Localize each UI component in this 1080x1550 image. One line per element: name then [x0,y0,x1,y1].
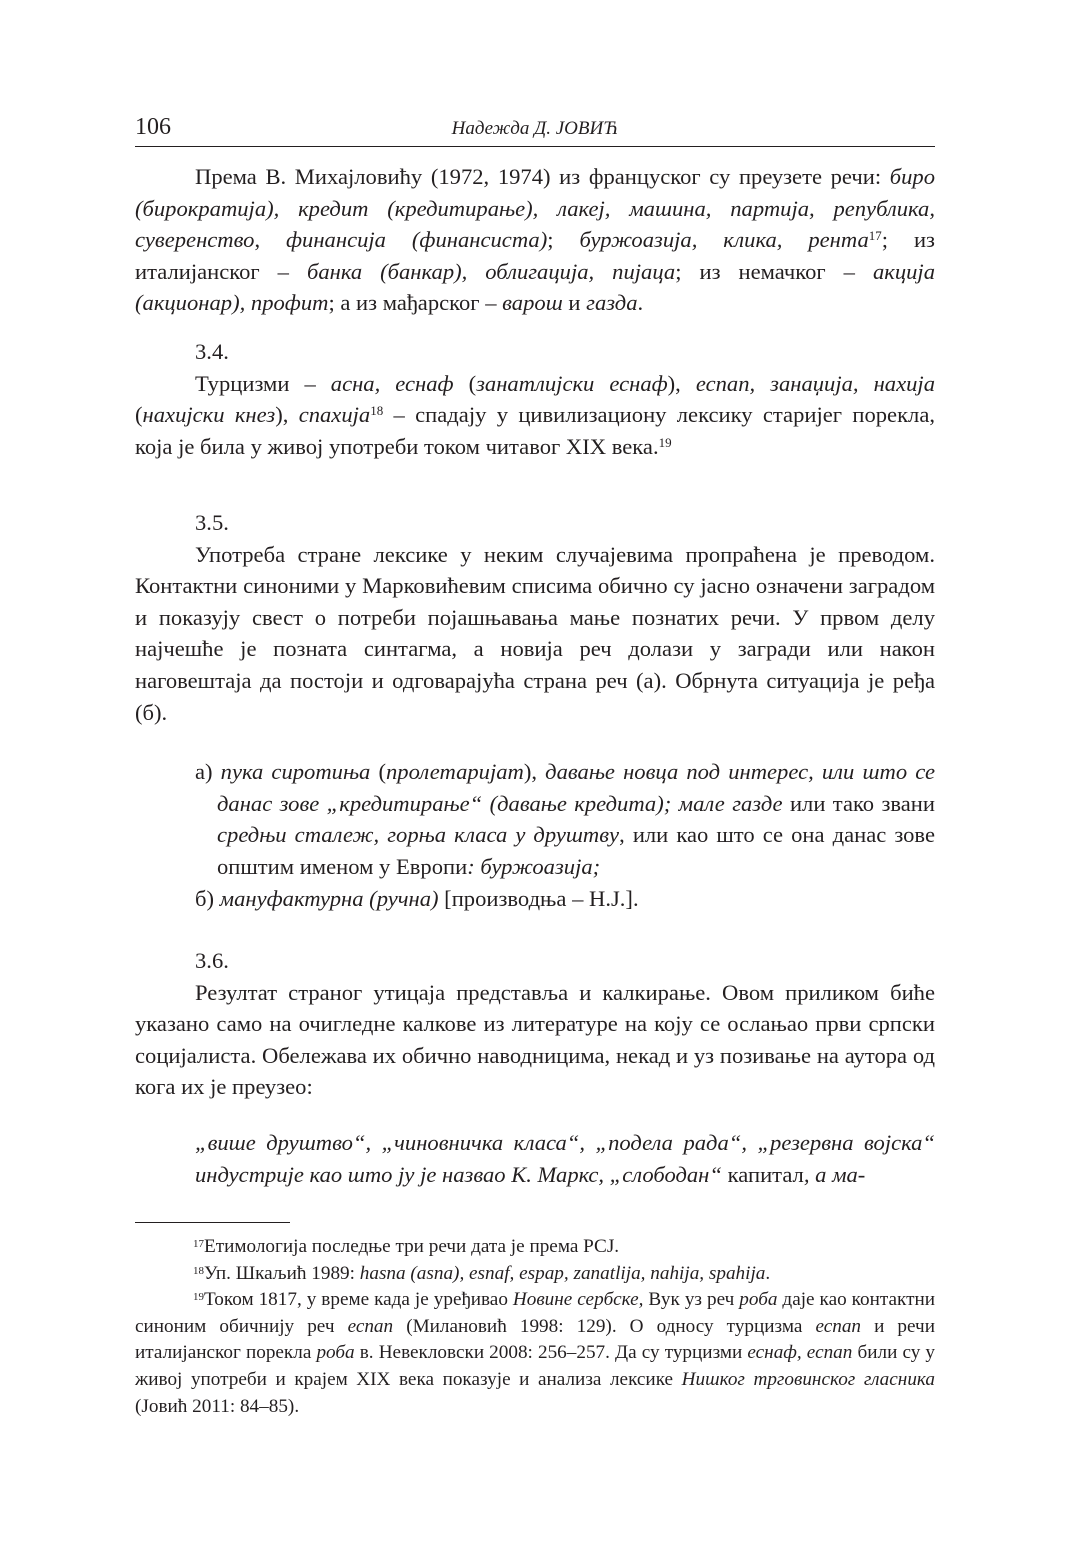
text-run: и речи италијанског порекла [135,1315,935,1364]
italic-term: нахијски кнез [142,402,276,428]
section-number: 3.5. [195,510,229,535]
text-run: б) [195,885,220,911]
text-run: ( [453,370,477,396]
footnote-17 [135,1234,935,1261]
text-run: даје као контактни синоним обичнију реч [135,1289,936,1337]
footnotes [135,1234,935,1420]
text-run: (Милановић 1998: 129). О односу турцизма [393,1315,816,1337]
paragraph-text [135,161,935,319]
italic-term: асна, еснаф [330,370,454,396]
paragraph-text [135,368,935,463]
text-run: ; из немачког – [675,258,873,284]
text-run: . [765,1262,771,1284]
text-run: [производња – Н.Ј.]. [438,885,639,911]
text-run: ; а из мађарског – [328,290,503,316]
italic-term: финансија (финансиста) [286,227,548,253]
italic-term: Нишког трговинског гласника [681,1368,935,1390]
paragraph-text [135,977,935,1103]
text-run: ( [370,759,386,785]
italic-term: еспап, занаџија, нахија [695,370,935,396]
example-list [135,756,935,914]
italic-term: буржоазија, клика, рента [579,227,869,253]
section-number: 3.4. [195,339,229,364]
footnote-divider [135,1222,290,1223]
text-run: в. Невекловски 2008: 256–257. Да су турцизми [354,1342,748,1364]
italic-term: , а ма- [803,1161,866,1187]
italic-term: газда [586,290,638,316]
italic-term: акција (акционар), профит [135,258,936,316]
text-run: или тако звани [782,790,935,816]
text-run: , [254,227,287,253]
running-title: Надежда Д. ЈОВИЋ [451,118,619,139]
footnote-marker: 17 [193,1238,204,1250]
footnote-marker: 19 [193,1291,204,1304]
text-run: ), [667,370,696,396]
text-run: , или као што се она данас зове општим именом у Европи [217,822,935,879]
italic-term: средњи сталеж, горња класа у друштву [217,822,620,848]
italic-term: еспап [347,1315,394,1337]
text-run: Уп. Шкаљић 1989: [204,1262,360,1284]
paragraph-french-loanwords [135,161,935,319]
text-run: били су у живој употреби и крајем XIX века показује и анализа лексике [135,1342,936,1390]
text-run: ), [523,759,546,785]
text-run: Вук уз реч [643,1289,740,1311]
italic-term: занатлијски еснаф [476,370,668,396]
italic-term: : буржоазија; [467,853,601,879]
quotation-block [135,1127,935,1190]
section-3-5 [135,507,935,914]
italic-term: варош [502,290,563,316]
italic-term: мануфактурна (ручна) [219,885,439,911]
italic-term: банка (банкар), облигација, пијаца [306,258,676,284]
italic-term: давање новца под интерес, или што се данас зове „кредитирање“ (давање кредита); мале газде [217,759,935,816]
italic-term: роба [316,1342,355,1364]
text-run: Према В. Михајловићу (1972, 1974) из француског су преузете речи: [195,164,890,189]
text-run: Турцизми – [195,370,331,396]
text-run: (Јовић 2011: 84–85). [135,1395,300,1417]
footnote-marker: 17 [868,228,882,244]
text-run: Током 1817, у време када је уређивао [204,1289,513,1311]
italic-term: еснаф, еспап [747,1342,853,1364]
list-item [195,883,935,915]
text-run: капитал [721,1161,804,1187]
text-run: ; [547,227,580,253]
italic-term: биро (бирократија), кредит (кредитирање), лакеј, машина, партија, република, суверенство [135,164,935,253]
text-run: Етимологија последње три речи дата је према РСЈ. [204,1236,620,1257]
italic-term: „више друштво“, „чиновничка класа“, „подела рада“, „резервна војска“ индустрије као што ју је назвао К. Маркс, „слободан“ [195,1129,935,1187]
footnote-marker: 19 [658,434,672,450]
text-run: ; из италијанског – [135,227,935,284]
footnote-marker: 18 [193,1264,204,1277]
footnote-marker: 18 [370,403,384,419]
section-number: 3.6. [195,948,229,973]
italic-term: hasna (asna), esnaf, espap, zanatlija, nahija, spahija [359,1262,766,1284]
italic-term: роба [739,1289,778,1311]
text-run: . [637,290,644,316]
page-header [135,112,935,147]
list-item [195,756,935,882]
text-run: а) [195,759,221,785]
italic-term: спахија [298,402,371,428]
italic-term: пролетаријат [386,759,524,785]
paragraph-text [135,539,935,729]
italic-term: еспап [815,1315,862,1337]
text-run: – спадају у цивилизациону лексику старијег порекла, која је била у живој употреби током читавог XIX века. [135,402,936,459]
section-3-4 [135,336,935,462]
page-number: 106 [135,114,171,140]
text-run: Резултат страног утицаја представља и калкирање. Овом приликом биће указано само на очигледне калкове из литературе на коју се ослањао први српски социјалиста. Обележава их обично наводницима, некад и уз позивање на аутора од кога их је преузео: [135,979,935,1100]
text-run: ( [135,402,143,428]
text-run: Употреба стране лексике у неким случајевима пропраћена је преводом. Контактни синоними у Марковићевим списима обично су јасно означени заградом и показују свест о потреби појашњавања мање познатих речи. У првом делу најчешће је позната синтагма, а новија реч долази у загради или након наговештаја да постоји и одговарајућа страна реч (а). Обрнута ситуација је ређа (б). [135,541,935,725]
text-run: и [562,290,587,316]
text-run: ), [275,402,299,428]
footnote-19 [135,1287,935,1420]
section-3-6 [135,945,935,1190]
italic-term: пука сиротиња [220,759,371,785]
footnote-18 [135,1261,935,1288]
italic-term: Новине сербске, [512,1289,644,1311]
